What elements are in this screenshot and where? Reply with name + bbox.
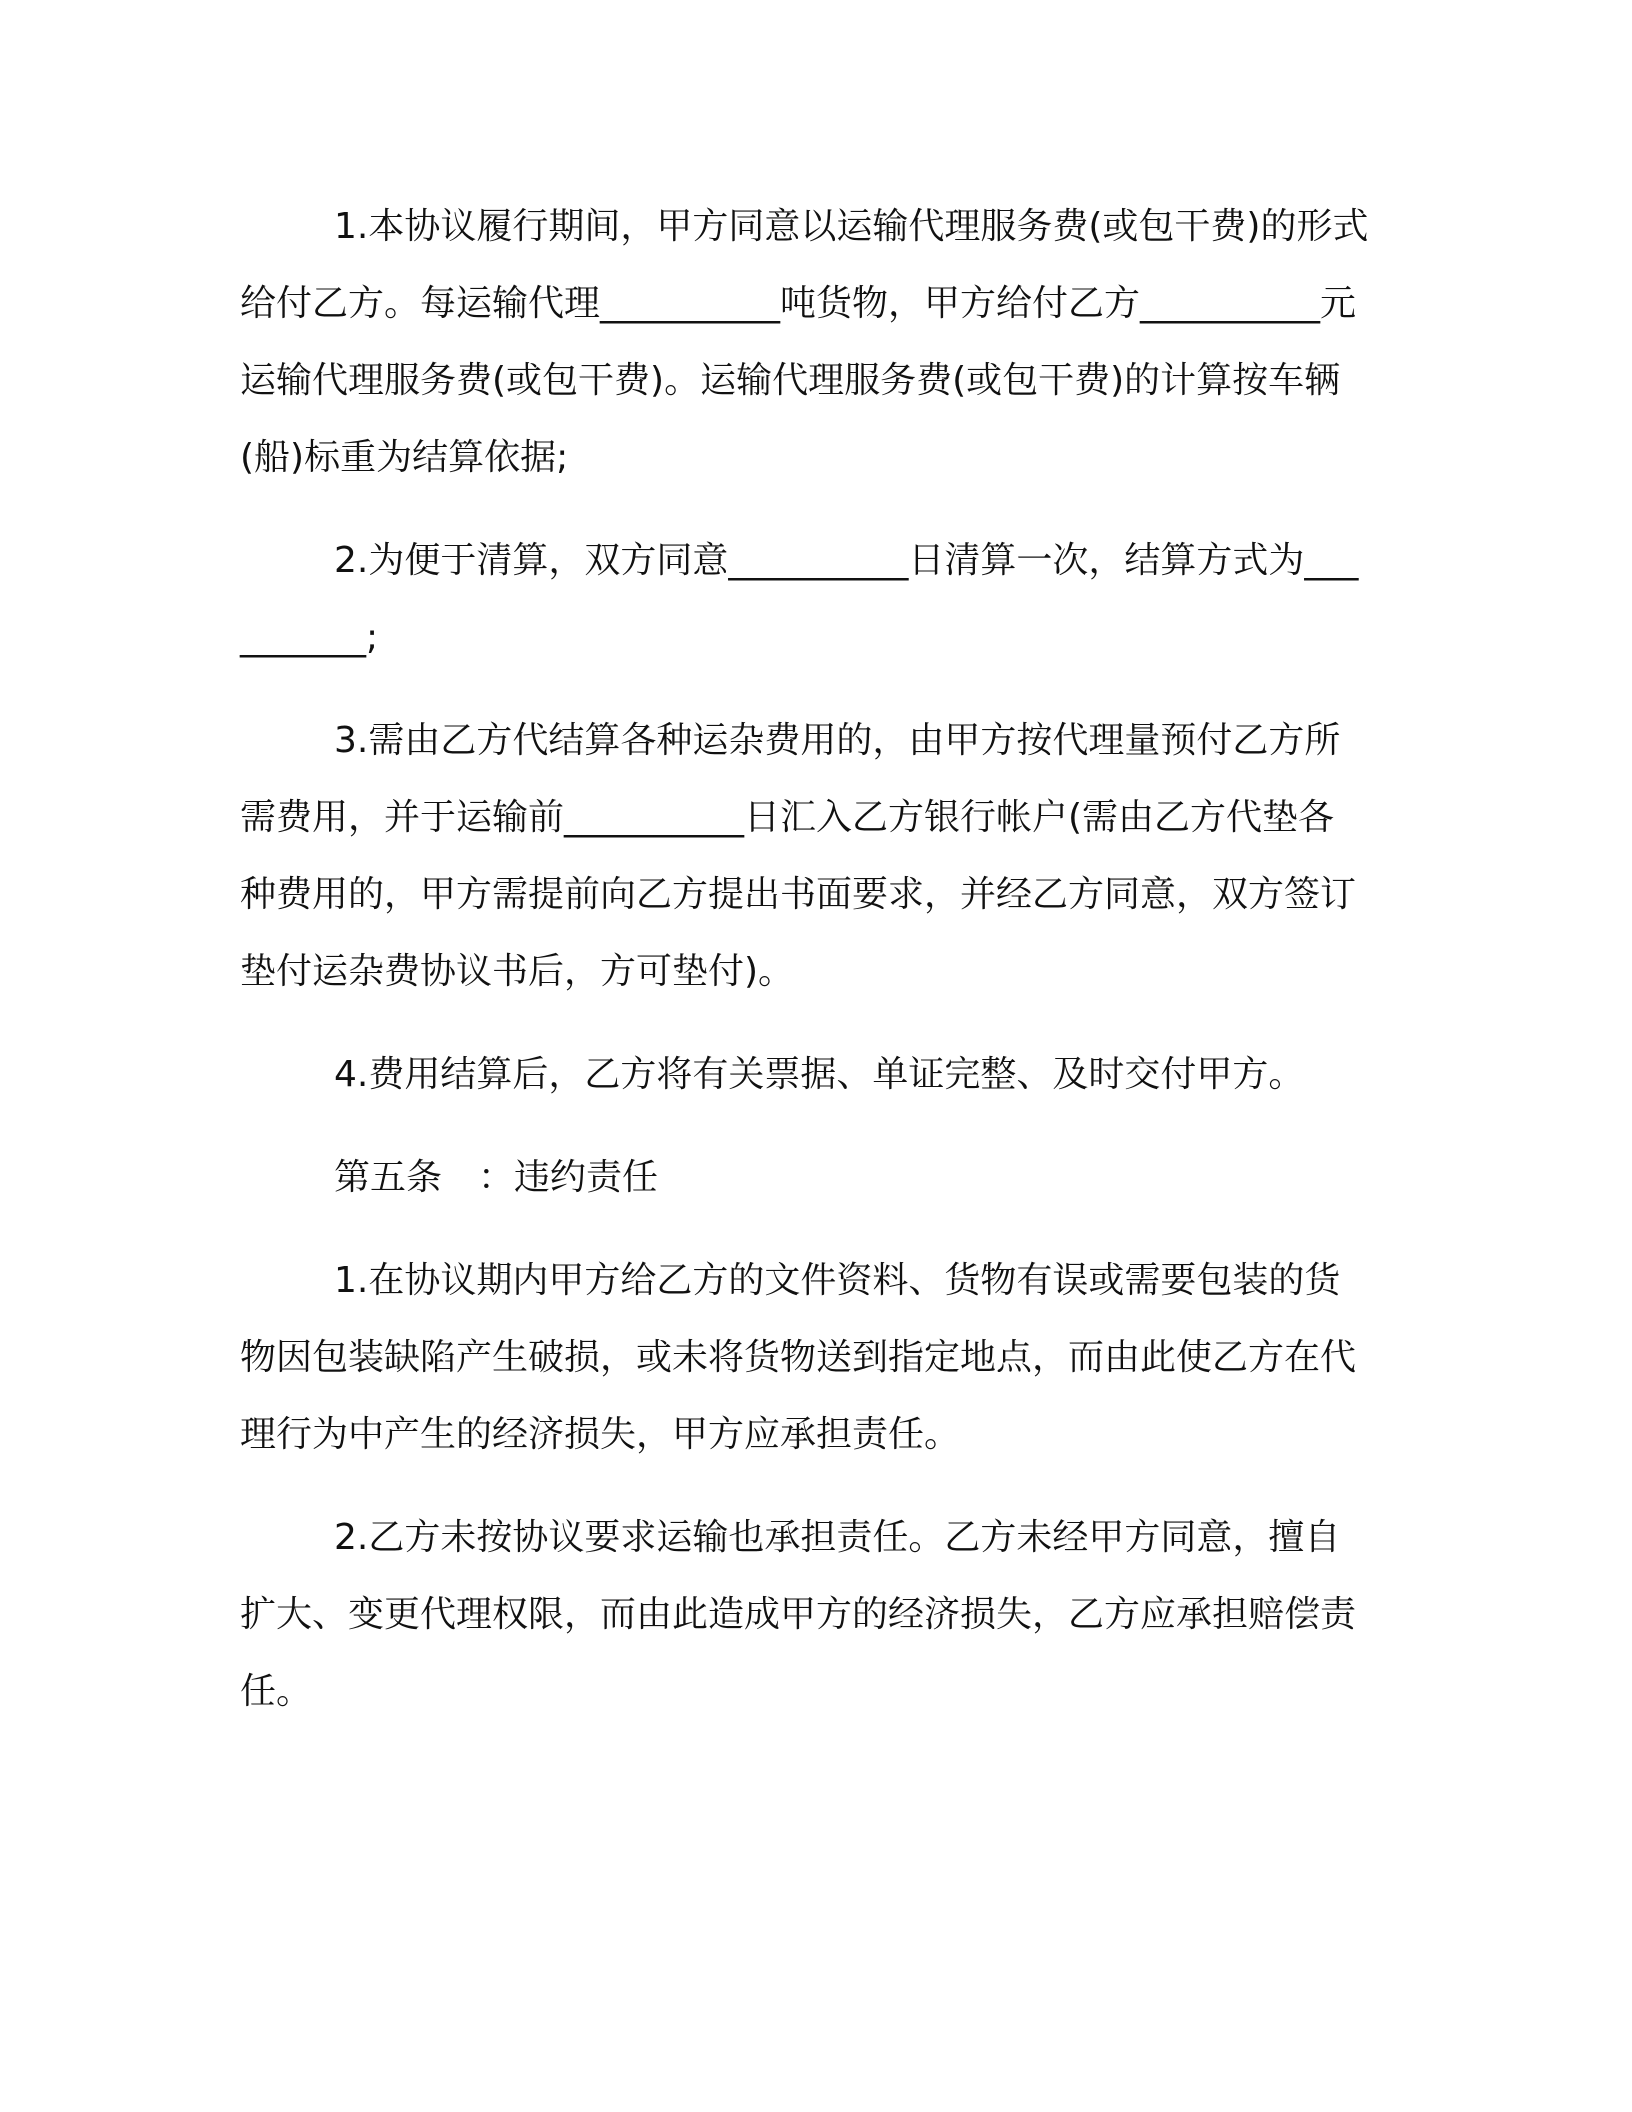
clause-paragraph-3: 3.需由乙方代结算各种运杂费用的，由甲方按代理量预付乙方所需费用，并于运输前__________日汇入乙方银行帐户(需由乙方代垫各种费用的，甲方需提前向乙方提出书面要求，并经乙方同意，双方签订垫付运杂费协议书后，方可垫付)。 — [240, 720, 1357, 992]
clause-paragraph-2: 2.为便于清算，双方同意__________日清算一次，结算方式为__________; — [240, 540, 1359, 658]
section-heading: 第五条 ：违约责任 — [334, 1157, 659, 1198]
clause-paragraph-1: 1.本协议履行期间，甲方同意以运输代理服务费(或包干费)的形式给付乙方。每运输代理__________吨货物，甲方给付乙方__________元运输代理服务费(或包干费)。运输代理服务费(或包干费)的计算按车辆(船)标重为结算依据; — [240, 206, 1369, 478]
liability-paragraph-1: 1.在协议期内甲方给乙方的文件资料、货物有误或需要包装的货物因包装缺陷产生破损，或未将货物送到指定地点，而由此使乙方在代理行为中产生的经济损失，甲方应承担责任。 — [240, 1260, 1357, 1455]
liability-paragraph-2: 2.乙方未按协议要求运输也承担责任。乙方未经甲方同意，擅自扩大、变更代理权限，而由此造成甲方的经济损失，乙方应承担赔偿责任。 — [240, 1517, 1357, 1712]
document-page — [240, 188, 1370, 1756]
clause-paragraph-4: 4.费用结算后，乙方将有关票据、单证完整、及时交付甲方。 — [334, 1054, 1305, 1095]
